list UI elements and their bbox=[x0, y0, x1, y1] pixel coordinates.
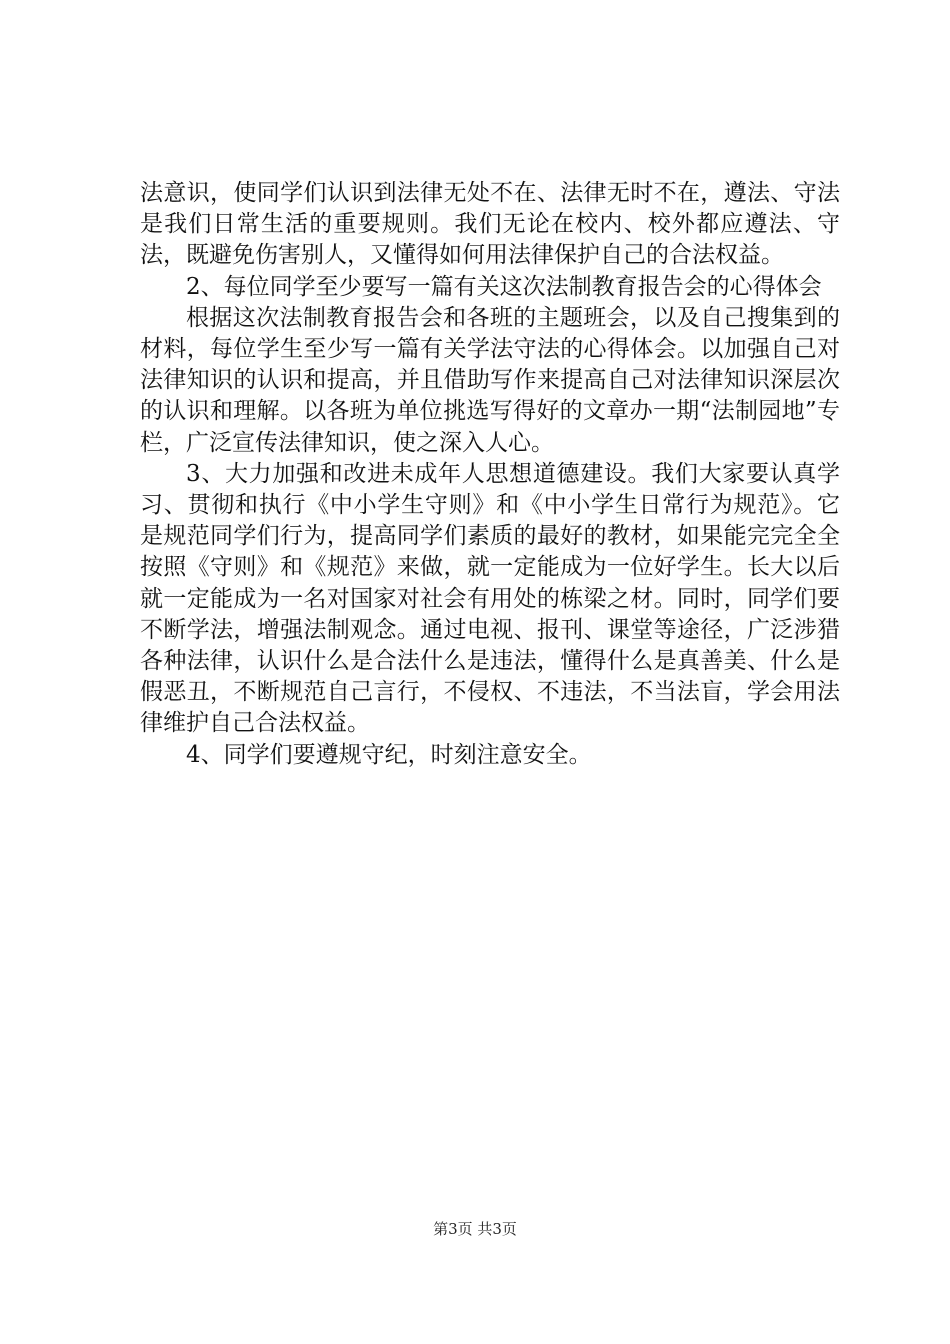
paragraph-item-2-detail: 根据这次法制教育报告会和各班的主题班会，以及自己搜集到的材料，每位学生至少写一篇有关学法守法的心得体会。以加强自己对法律知识的认识和提高，并且借助写作来提高自己对法律知识深层次的认识和理解。以各班为单位挑选写得好的文章办一期“法制园地”专栏，广泛宣传法律知识，使之深入人心。 bbox=[140, 304, 840, 456]
paragraph-item-3: 3、大力加强和改进未成年人思想道德建设。我们大家要认真学习、贯彻和执行《中小学生守则》和《中小学生日常行为规范》。它是规范同学们行为，提高同学们素质的最好的教材，如果能完完全全按照《守则》和《规范》来做，就一定能成为一位好学生。长大以后就一定能成为一名对国家对社会有用处的栋梁之材。同时，同学们要不断学法，增强法制观念。通过电视、报刊、课堂等途径，广泛涉猎各种法律，认识什么是合法什么是违法，懂得什么是真善美、什么是假恶丑，不断规范自己言行，不侵权、不违法，不当法盲，学会用法律维护自己合法权益。 bbox=[140, 460, 840, 737]
paragraph-item-4: 4、同学们要遵规守纪，时刻注意安全。 bbox=[186, 741, 592, 768]
paragraph-continuation: 法意识，使同学们认识到法律无处不在、法律无时不在，遵法、守法是我们日常生活的重要规则。我们无论在校内、校外都应遵法、守法，既避免伤害别人，又懂得如何用法律保护自己的合法权益。 bbox=[140, 180, 840, 269]
page-number-footer: 第3页 共3页 bbox=[433, 1220, 517, 1238]
paragraph-item-2: 2、每位同学至少要写一篇有关这次法制教育报告会的心得体会 bbox=[186, 273, 822, 300]
document-body bbox=[140, 178, 840, 771]
